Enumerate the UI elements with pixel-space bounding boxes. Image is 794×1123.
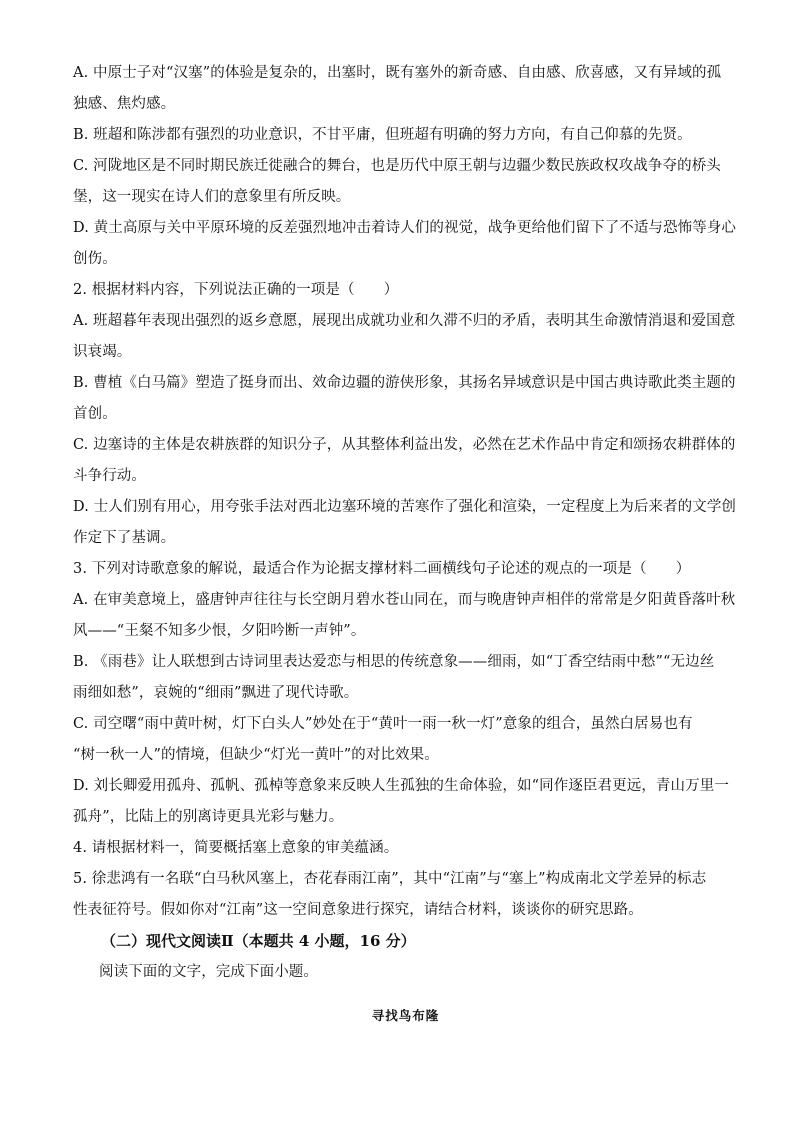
- text-line: B. 曹植《白马篇》塑造了挺身而出、效命边疆的游侠形象，其扬名异域意识是中国古典诗歌此类主题的: [73, 375, 736, 391]
- text-line: 识衰竭。: [73, 344, 132, 360]
- text-line: B. 《雨巷》让人联想到古诗词里表达爱恋与相思的传统意象——细雨，如“丁香空结雨中愁”“无边丝: [73, 654, 715, 670]
- text-line: 创伤。: [73, 251, 117, 267]
- reading-instruction: 阅读下面的文字，完成下面小题。: [99, 964, 318, 980]
- text-line: 性表征符号。假如你对“江南”这一空间意象进行探究，请结合材料，谈谈你的研究思路。: [73, 902, 643, 918]
- text-line: 堡，这一现实在诗人们的意象里有所反映。: [73, 189, 351, 205]
- text-line: 雨细如愁”，哀婉的“细雨”飘进了现代诗歌。: [73, 685, 359, 701]
- text-line: C. 司空曙“雨中黄叶树，灯下白头人”妙处在于“黄叶一雨一秋一灯”意象的组合，虽然白居易也有: [73, 716, 693, 732]
- text-line: B. 班超和陈涉都有强烈的功业意识，不甘平庸，但班超有明确的努力方向，有自己仰慕的先贤。: [73, 127, 692, 143]
- text-line: D. 刘长卿爱用孤舟、孤帆、孤棹等意象来反映人生孤独的生命体验，如“同作逐臣君更远，青山万里一: [73, 778, 729, 794]
- text-line: D. 黄土高原与关中平原环境的反差强烈地冲击着诗人们的视觉，战争更给他们留下了不适与恐怖等身心: [73, 220, 737, 236]
- article-title: 寻找鸟布隆: [371, 1008, 440, 1023]
- text-line: A. 中原士子对“汉塞”的体验是复杂的，出塞时，既有塞外的新奇感、自由感、欣喜感，又有异域的孤: [73, 65, 722, 81]
- text-line: “树一秋一人”的情境，但缺少“灯光一黄叶”的对比效果。: [73, 747, 439, 763]
- text-line: 首创。: [73, 406, 117, 422]
- question-5: 5. 徐悲鸿有一名联“白马秋风塞上，杏花春雨江南”，其中“江南”与“塞上”构成南北文学差异的标志: [73, 871, 707, 887]
- question-4: 4. 请根据材料一，简要概括塞上意象的审美蕴涵。: [73, 840, 399, 856]
- text-line: A. 班超暮年表现出强烈的返乡意愿，展现出成就功业和久滞不归的矛盾，表明其生命激情消退和爱国意: [73, 313, 736, 329]
- text-line: 风——“王粲不知多少恨，夕阳吟断一声钟”。: [73, 623, 366, 639]
- text-line: A. 在审美意境上，盛唐钟声往往与长空朗月碧水苍山同在，而与晚唐钟声相伴的常常是夕阳黄昏落叶秋: [73, 592, 736, 608]
- text-line: 独感、焦灼感。: [73, 96, 176, 112]
- text-line: 孤舟”，比陆上的别离诗更具光彩与魅力。: [73, 809, 344, 825]
- text-line: C. 河陇地区是不同时期民族迁徙融合的舞台，也是历代中原王朝与边疆少数民族政权攻战争夺的桥头: [73, 158, 721, 174]
- text-line: 斗争行动。: [73, 468, 146, 484]
- text-line: 作定下了基调。: [73, 530, 176, 546]
- text-line: D. 士人们别有用心，用夸张手法对西北边塞环境的苦寒作了强化和渲染，一定程度上为后来者的文学创: [73, 499, 737, 515]
- text-line: C. 边塞诗的主体是农耕族群的知识分子，从其整体利益出发，必然在艺术作品中肯定和颂扬农耕群体的: [73, 437, 736, 453]
- question-2: 2. 根据材料内容，下列说法正确的一项是（ ）: [73, 282, 399, 298]
- section-heading: （二）现代文阅读Ⅱ（本题共 4 小题，16 分）: [101, 932, 416, 950]
- question-3: 3. 下列对诗歌意象的解说，最适合作为论据支撑材料二画横线句子论述的观点的一项是（ ）: [73, 561, 691, 577]
